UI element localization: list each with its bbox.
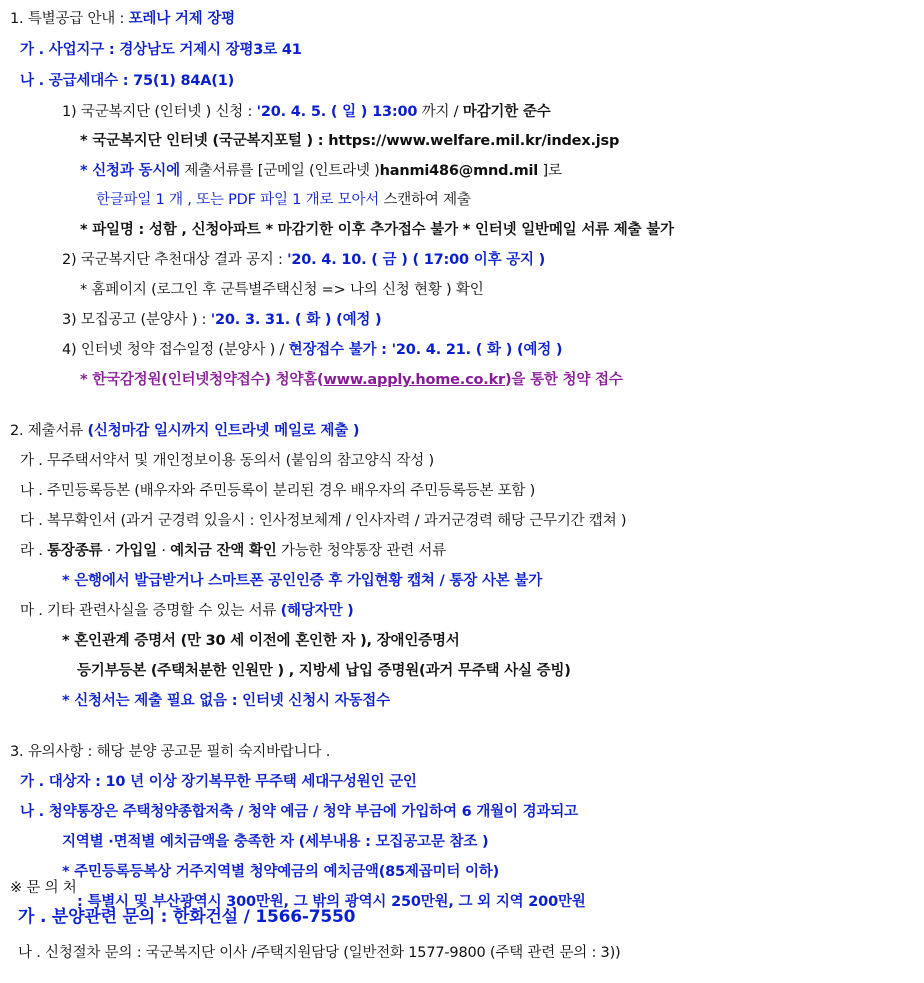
sales-inquiry: 가 . 분양관련 문의 : 한화건설 / 1566-7550 bbox=[18, 907, 356, 927]
eligibility-target: 가 . 대상자 : 10 년 이상 장기복무한 무주택 세대구성원인 군인 bbox=[20, 774, 417, 790]
label: 4) 인터넷 청약 접수일정 (분양사 ) / bbox=[62, 342, 289, 358]
label: 1) 국군복지단 (인터넷 ) 신청 : bbox=[62, 104, 257, 120]
submission-instruction bbox=[80, 161, 562, 181]
label: )을 통한 청약 접수 bbox=[504, 372, 623, 388]
filename-rules: * 파일명 : 성함 , 신청아파트 * 마감기한 이후 추가접수 불가 * 인터넷 일반메일 서류 제출 불가 bbox=[80, 222, 674, 238]
doc-item-ga: 가 . 무주택서약서 및 개인정보이용 동의서 (붙임의 참고양식 작성 ) bbox=[20, 453, 434, 469]
welfare-portal-url: * 국군복지단 인터넷 (국군복지포털 ) : https://www.welfare.mil.kr/index.jsp bbox=[80, 133, 620, 149]
label: 제출서류를 [군메일 (인트라넷 ) bbox=[179, 163, 380, 179]
emphasis: 가입일 bbox=[115, 543, 157, 559]
section-1-heading bbox=[10, 9, 235, 29]
emphasis: 통장종류 bbox=[47, 543, 103, 559]
separator: · bbox=[102, 543, 116, 559]
auto-submission-note: * 신청서는 제출 필요 없음 : 인터넷 신청시 자동접수 bbox=[62, 693, 390, 709]
homepage-check: * 홈페이지 (로그인 후 군특별주택신청 => 나의 신청 현황 ) 확인 bbox=[80, 282, 484, 298]
military-email: hanmi486@mnd.mil bbox=[379, 163, 539, 179]
apply-home-link[interactable]: www.apply.home.co.kr bbox=[323, 372, 505, 388]
label: 스캔하여 제출 bbox=[379, 192, 471, 208]
label: ]로 bbox=[538, 163, 562, 179]
doc-item-ma bbox=[20, 601, 354, 621]
recruitment-notice bbox=[62, 310, 381, 330]
registry-certificate-note: 등기부등본 (주택처분한 인원만 ) , 지방세 납입 증명원(과거 무주택 사실 증빙) bbox=[77, 663, 571, 679]
no-onsite: 현장접수 불가 : bbox=[288, 342, 392, 358]
emphasis: 예치금 잔액 확인 bbox=[170, 543, 277, 559]
label: 까지 / bbox=[417, 104, 463, 120]
notice-date: '20. 3. 31. ( 화 ) (예정 ) bbox=[210, 312, 382, 328]
bank-issue-note: * 은행에서 발급받거나 스마트폰 공인인증 후 가입현황 캡쳐 / 통장 사본 불가 bbox=[62, 573, 543, 589]
procedure-inquiry: 나 . 신청절차 문의 : 국군복지단 이사 /주택지원담당 (일반전화 1577-9800 (주택 관련 문의 : 3)) bbox=[18, 945, 621, 961]
apartment-name: 포레나 거제 장평 bbox=[128, 11, 235, 27]
project-site: 가 . 사업지구 : 경상남도 거제시 장평3로 41 bbox=[20, 42, 302, 58]
label: 2) 국군복지단 추천대상 결과 공지 : bbox=[62, 252, 288, 268]
separator: · bbox=[156, 543, 171, 559]
deposit-amounts: : 특별시 및 부산광역시 300만원, 그 밖의 광역시 250만원, 그 외 지역 200만원 bbox=[77, 894, 586, 910]
heading-text: 1. 특별공급 안내 : bbox=[10, 11, 129, 27]
subscription-date: '20. 4. 21. ( 화 ) (예정 ) bbox=[391, 342, 563, 358]
result-date: '20. 4. 10. ( 금 ) ( 17:00 이후 공지 ) bbox=[287, 252, 546, 268]
doc-item-da: 다 . 복무확인서 (과거 군경력 있을시 : 인사정보체계 / 인사자력 / 과거군경력 해당 근무기간 캡쳐 ) bbox=[20, 513, 627, 529]
label: 라 . bbox=[20, 543, 48, 559]
online-application-deadline bbox=[62, 102, 550, 122]
deposit-requirement: 지역별 ·면적별 예치금액을 충족한 자 (세부내용 : 모집공고문 참조 ) bbox=[62, 834, 489, 850]
doc-item-ra bbox=[20, 541, 446, 561]
label: 3) 모집공고 (분양사 ) : bbox=[62, 312, 211, 328]
deposit-by-region: * 주민등록등복상 거주지역별 청약예금의 예치금액(85제곱미터 이하) bbox=[62, 864, 500, 880]
result-announcement bbox=[62, 250, 545, 270]
doc-item-na: 나 . 주민등록등본 (배우자와 주민등록이 분리된 경우 배우자의 주민등록등본 포함 ) bbox=[20, 483, 536, 499]
emphasis: (해당자만 ) bbox=[280, 603, 354, 619]
supply-units: 나 . 공급세대수 : 75(1) 84A(1) bbox=[20, 73, 235, 89]
deadline-note: 마감기한 준수 bbox=[462, 104, 551, 120]
heading-text: 2. 제출서류 bbox=[10, 423, 88, 439]
apply-home-notice bbox=[80, 370, 623, 390]
section-2-heading bbox=[10, 421, 359, 441]
heading-emphasis: (신청마감 일시까지 인트라넷 메일로 제출 ) bbox=[87, 423, 360, 439]
file-format-instruction bbox=[96, 190, 471, 210]
deadline-date: '20. 4. 5. ( 일 ) 13:00 bbox=[256, 104, 418, 120]
label: * 한국감정원(인터넷청약접수) 청약홈( bbox=[80, 372, 324, 388]
emphasis: 한글파일 1 개 , 또는 PDF 파일 1 개로 모아서 bbox=[96, 192, 380, 208]
emphasis: * 신청과 동시에 bbox=[80, 163, 180, 179]
label: 가능한 청약통장 관련 서류 bbox=[276, 543, 447, 559]
label: 마 . 기타 관련사실을 증명할 수 있는 서류 bbox=[20, 603, 281, 619]
savings-account-requirement: 나 . 청약통장은 주택청약종합저축 / 청약 예금 / 청약 부금에 가입하여 6 개월이 경과되고 bbox=[20, 804, 578, 820]
section-3-heading: 3. 유의사항 : 해당 분양 공고문 필히 숙지바랍니다 . bbox=[10, 744, 331, 760]
marriage-certificate-note: * 혼인관계 증명서 (만 30 세 이전에 혼인한 자 ), 장애인증명서 bbox=[62, 633, 460, 649]
contact-heading: ※ 문 의 처 bbox=[10, 880, 77, 896]
online-subscription-schedule bbox=[62, 340, 562, 360]
